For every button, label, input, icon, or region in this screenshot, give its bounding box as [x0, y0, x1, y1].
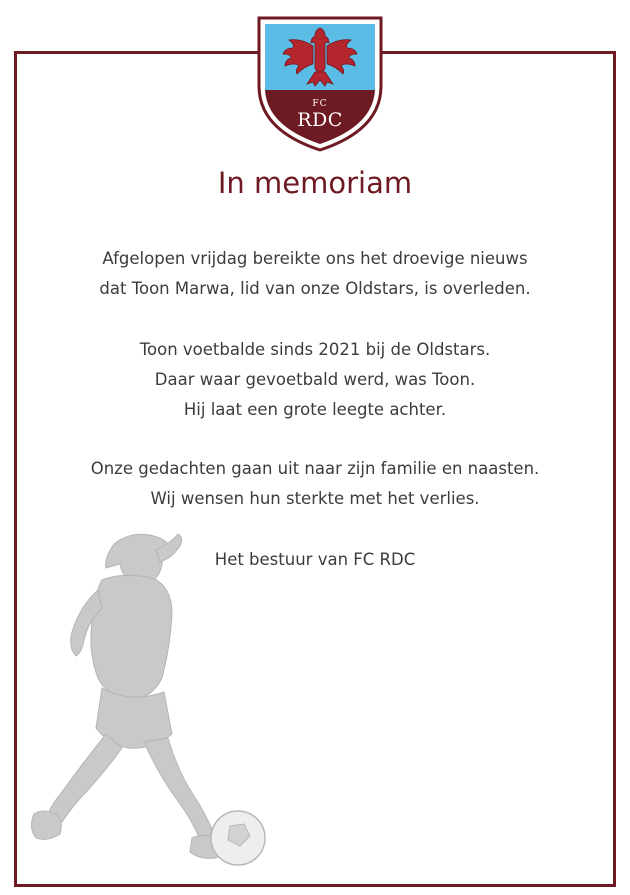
crest-club-name: RDC: [297, 109, 343, 131]
crest-shield-icon: [255, 8, 385, 154]
condolence-line: Wij wensen hun sterkte met het verlies.: [150, 489, 480, 508]
player-photo: [22, 528, 282, 878]
page-title: In memoriam: [217, 166, 413, 200]
tribute-line: Hij laat een grote leegte achter.: [183, 400, 447, 419]
footballer-silhouette-icon: [22, 528, 282, 878]
tribute-paragraph: [0, 335, 630, 425]
signature-line: Het bestuur van FC RDC: [214, 550, 416, 569]
club-crest: [255, 8, 385, 154]
condolence-paragraph: [0, 454, 630, 514]
announcement-paragraph: [0, 244, 630, 304]
announcement-line: dat Toon Marwa, lid van onze Oldstars, is overleden.: [99, 279, 531, 298]
announcement-line: Afgelopen vrijdag bereikte ons het droevige nieuws: [102, 249, 528, 268]
crest-fc-label: FC: [312, 99, 328, 109]
tribute-line: Toon voetbalde sinds 2021 bij de Oldstars.: [139, 340, 491, 359]
tribute-line: Daar waar gevoetbald werd, was Toon.: [154, 370, 476, 389]
condolence-line: Onze gedachten gaan uit naar zijn familie en naasten.: [90, 459, 540, 478]
football-icon: [211, 811, 265, 865]
